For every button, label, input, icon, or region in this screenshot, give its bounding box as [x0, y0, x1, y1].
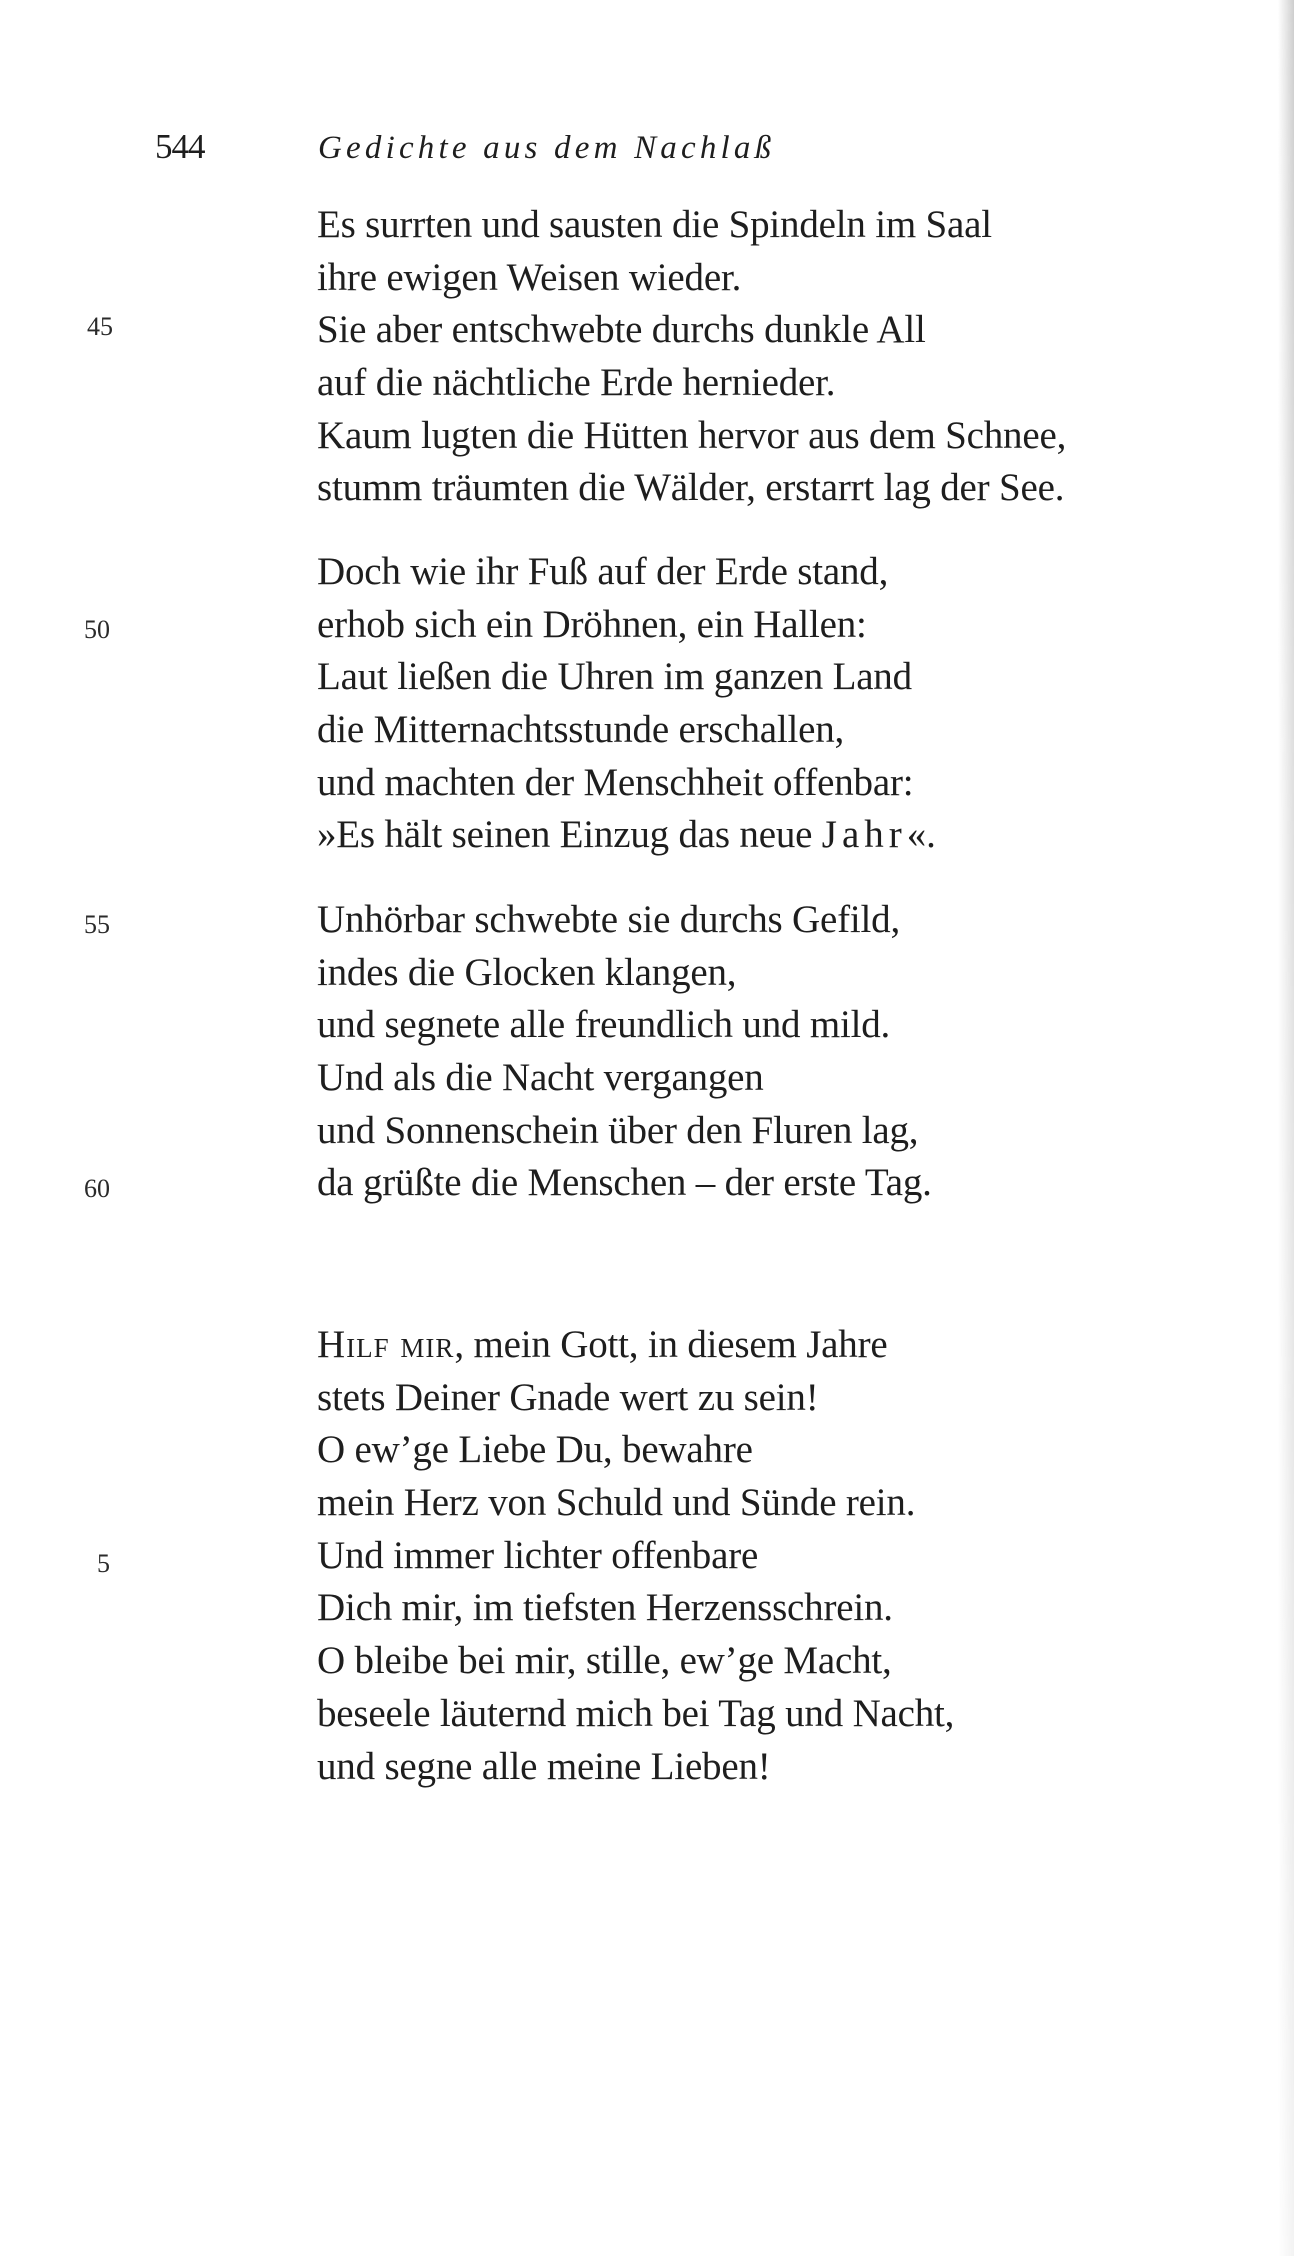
- verse-line: O ew’ge Liebe Du, bewahre: [317, 1428, 753, 1472]
- verse-line: O bleibe bei mir, stille, ew’ge Macht,: [317, 1639, 892, 1683]
- verse-line: Und immer lichter offenbare: [317, 1533, 759, 1577]
- verse-line: ihre ewigen Weisen wieder.: [317, 255, 742, 299]
- line-number: 45: [87, 312, 113, 341]
- verse-line: [317, 1319, 954, 1372]
- verse-line: und machten der Menschheit offenbar:: [317, 760, 914, 804]
- verse-line: stumm träumten die Wälder, erstarrt lag der See.: [317, 466, 1065, 510]
- verse-line: Es surrten und sausten die Spindeln im Saal: [317, 203, 992, 246]
- verse-line: und segnete alle freundlich und mild.: [317, 1003, 891, 1047]
- verse-line: Doch wie ihr Fuß auf der Erde stand,: [317, 550, 889, 593]
- verse-line: indes die Glocken klangen,: [317, 950, 737, 994]
- verse-line: Sie aber entschwebte durchs dunkle All: [317, 308, 926, 352]
- verse-text: »Es hält seinen Einzug das neue: [317, 813, 822, 857]
- page-edge-shadow: [1278, 0, 1294, 2256]
- stanza-1: [317, 199, 1066, 515]
- stanza-2: [317, 546, 936, 862]
- running-title: Gedichte aus dem Nachlaß: [318, 130, 776, 166]
- page-number: 544: [155, 127, 205, 166]
- verse-line: stets Deiner Gnade wert zu sein!: [317, 1375, 819, 1419]
- verse-line: und Sonnenschein über den Fluren lag,: [317, 1108, 919, 1152]
- verse-line: die Mitternachtsstunde erschallen,: [317, 708, 845, 752]
- verse-text: , mein Gott, in diesem Jahre: [454, 1323, 888, 1366]
- verse-text: «.: [906, 813, 936, 857]
- verse-line: da grüßte die Menschen – der erste Tag.: [317, 1161, 932, 1205]
- verse-line: [317, 809, 936, 862]
- verse-line: mein Herz von Schuld und Sünde rein.: [317, 1481, 916, 1525]
- line-number: 60: [84, 1174, 110, 1203]
- poem-2: [317, 1319, 954, 1793]
- line-number: 50: [84, 615, 110, 644]
- line-number: 55: [84, 910, 110, 939]
- line-number: 5: [97, 1549, 110, 1578]
- verse-line: auf die nächtliche Erde hernieder.: [317, 361, 836, 405]
- incipit-smallcaps: Hilf mir: [317, 1323, 455, 1366]
- stanza-3: [317, 894, 932, 1210]
- verse-line: Laut ließen die Uhren im ganzen Land: [317, 655, 912, 699]
- verse-line: Kaum lugten die Hütten hervor aus dem Schnee,: [317, 413, 1067, 457]
- verse-line: Unhörbar schwebte sie durchs Gefild,: [317, 898, 901, 941]
- verse-line: und segne alle meine Lieben!: [317, 1744, 771, 1788]
- verse-line: erhob sich ein Dröhnen, ein Hallen:: [317, 602, 867, 646]
- verse-line: beseele läuternd mich bei Tag und Nacht,: [317, 1691, 955, 1735]
- spaced-word: Jahr: [821, 813, 907, 857]
- verse-line: Dich mir, im tiefsten Herzensschrein.: [317, 1586, 893, 1630]
- verse-line: Und als die Nacht vergangen: [317, 1056, 764, 1100]
